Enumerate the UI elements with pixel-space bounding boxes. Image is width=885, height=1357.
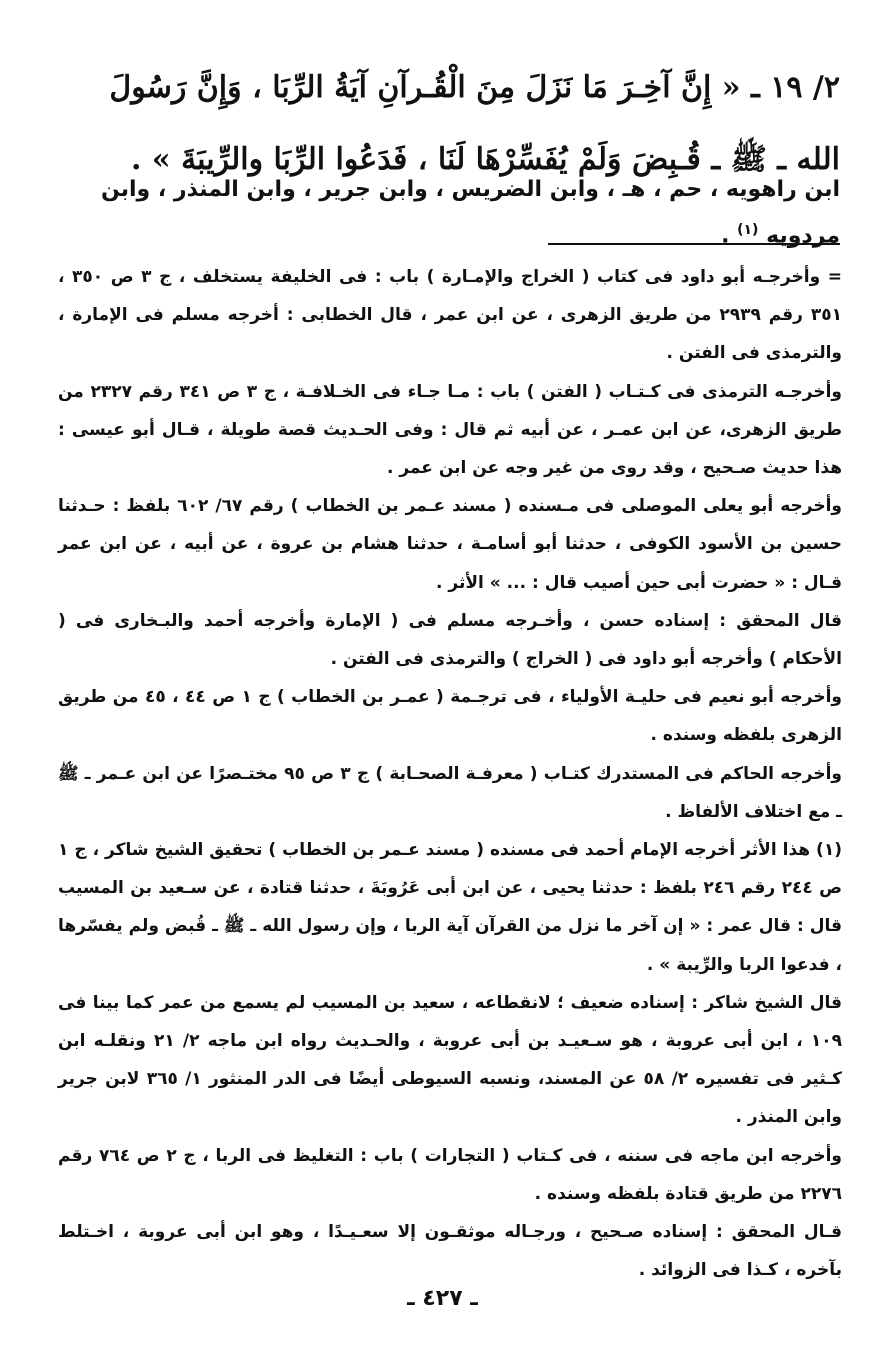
- footnote-paragraph: وأخرجه الحاكم فى المستدرك كتـاب ( معرفـة الصحـابة ) ج ٣ ص ٩٥ مختـصرًا عن ابن عـمر ـ ﷺ ـ مع اختلاف الألفاظ .: [58, 763, 842, 822]
- sources-text: ابن راهويه ، حم ، هـ ، وابن الضريس ، وابن جرير ، وابن المنذر ، وابن مردويه: [100, 177, 840, 249]
- footnote-paragraph: قال المحقق : إسناده حسن ، وأخـرجه مسلم فى ( الإمارة وأخرجه أحمد والبـخارى فى ( الأحكام ) وأخرجه أبو داود فى ( الخراج ) والترمذى فى الفتن .: [58, 610, 842, 670]
- footnotes-section: [58, 258, 842, 1289]
- footnote-divider: [548, 243, 840, 245]
- footnote-paragraph: وأخرجه أبو نعيم فى حليـة الأولياء ، فى ترجـمة ( عمـر بن الخطاب ) ج ١ ص ٤٤ ، ٤٥ من طريق الزهرى بلفظه وسنده .: [58, 687, 842, 746]
- sources-end: .: [721, 223, 738, 249]
- footnote-reference: (١): [737, 222, 759, 238]
- footnote-paragraph: وأخرجه ابن ماجه فى سننه ، فى كـتاب ( التجارات ) باب : التغليظ فى الربا ، ج ٢ ص ٧٦٤ رقم ٢٢٧٦ من طريق قتادة بلفظه وسنده .: [58, 1145, 842, 1204]
- hadith-text: ٢/ ١٩ ـ « إِنَّ آخِـرَ مَا نَزَلَ مِنَ الْقُـرآنِ آيَةُ الرِّبَا ، وَإِنَّ رَسُولَ الله ـ ﷺ ـ قُـبِضَ وَلَمْ يُفَسِّرْهَا لَنَا ، فَدَعُوا الرِّبَا والرِّيبَةَ » .: [109, 70, 840, 177]
- page-number: ـ ٤٢٧ ـ: [407, 1286, 478, 1311]
- footnote-paragraph: وأخرجـه الترمذى فى كـتـاب ( الفتن ) باب : مـا جـاء فى الخـلافـة ، ج ٣ ص ٣٤١ رقم ٢٣٢٧ من طريق الزهرى، عن ابن عمـر ، عن أبيه ثم قال : وفى الحـديث قصة طويلة ، قـال أبو عيسى : هذا حديث صـحيح ، وقد روى من غير وجه عن ابن عمر .: [58, 381, 842, 479]
- footnote-paragraph: وأخرجه أبو يعلى الموصلى فى مـسنده ( مسند عـمر بن الخطاب ) رقم ٦٧/ ٦٠٢ بلفظ : حـدثنا حسين بن الأسود الكوفى ، حدثنا أبو أسامـة ، حدثنا هشام بن عروة ، عن أبيه ، عن ابن عمر قـال : « حضرت أبى حين أصيب قال : ... » الأثر .: [58, 496, 842, 593]
- footnote-paragraph: (١) هذا الأثر أخرجه الإمام أحمد فى مسنده ( مسند عـمر بن الخطاب ) تحقيق الشيخ شاكر ، ج ١ ص ٢٤٤ رقم ٢٤٦ بلفظ : حدثنا يحيى ، عن ابن أبى عَرُوبَةَ ، حدثنا قتادة ، عن سـعيد بن المسيب قال : قال عمر : « إن آخر ما نزل من القرآن آية الربا ، وإن رسول الله ـ ﷺ ـ قُبض ولم يفسّرها ، فدعوا الربا والرِّيبة » .: [58, 840, 842, 975]
- footnote-paragraph: قـال المحقق : إسناده صـحيح ، ورجـاله موثقـون إلا سعـيـدًا ، وهو ابن أبى عروبة ، اخـتلط بآخره ، كـذا فى الزوائد .: [58, 1222, 842, 1281]
- footnote-paragraph: = وأخرجـه أبو داود فى كتاب ( الخراج والإمـارة ) باب : فى الخليفة يستخلف ، ج ٣ ص ٣٥٠ ، ٣٥١ رقم ٢٩٣٩ من طريق الزهرى ، عن ابن عمر ، قال الخطابى : أخرجه مسلم فى الإمارة ، والترمذى فى الفتن .: [58, 267, 842, 364]
- footnote-paragraph: قال الشيخ شاكر : إسناده ضعيف ؛ لانقطاعه ، سعيد بن المسيب لم يسمع من عمر كما بينا فى ١٠٩ ، ابن أبى عروبة ، هو سـعيـد بن أبى عروبة ، والحـديث رواه ابن ماجه ٢/ ٢١ ونقلـه ابن كـثير فى تفسيره ٢/ ٥٨ عن المسند، ونسبه السيوطى أيضًا فى الدر المنثور ١/ ٣٦٥ لابن جرير وابن المنذر .: [58, 992, 842, 1128]
